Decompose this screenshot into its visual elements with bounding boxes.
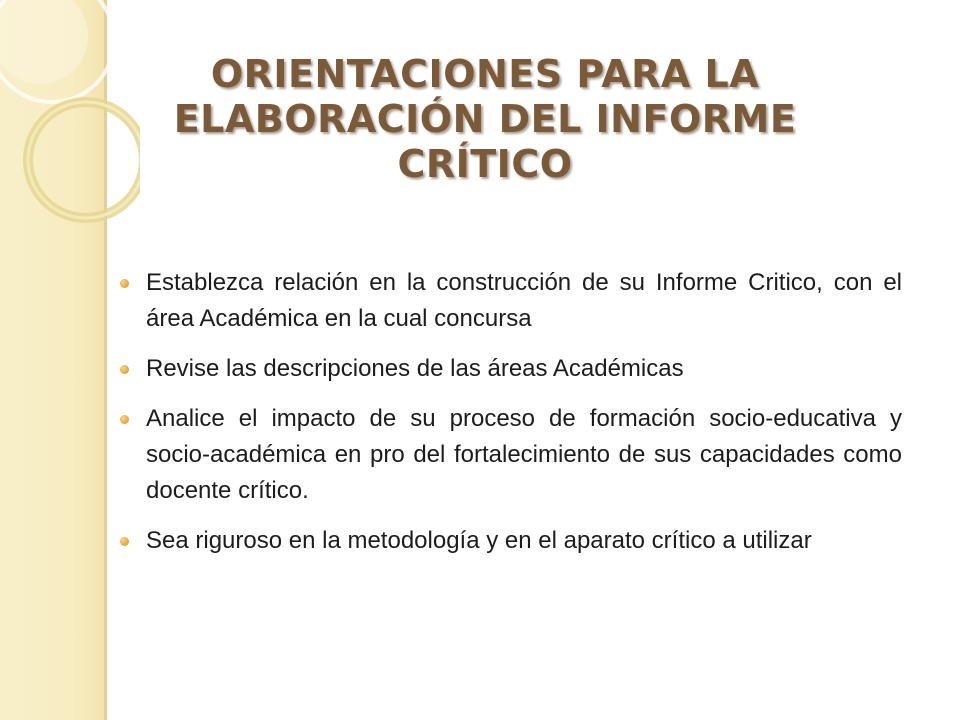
bullet-dot-icon xyxy=(120,537,129,546)
title-line-1: ORIENTACIONES PARA LA xyxy=(210,52,760,96)
bullet-item xyxy=(118,523,902,559)
bullet-list xyxy=(118,265,902,573)
bullet-text: Revise las descripciones de las áreas Académicas xyxy=(146,355,684,382)
bullet-text: Establezca relación en la construcción de su Informe Critico, con el área Académica en la cual concursa xyxy=(146,269,902,332)
bullet-item xyxy=(118,401,902,509)
bullet-item xyxy=(118,265,902,337)
bullet-dot-icon xyxy=(120,279,129,288)
title-line-2: ELABORACIÓN DEL INFORME xyxy=(173,97,797,141)
bullet-dot-icon xyxy=(120,415,129,424)
bullet-item xyxy=(118,351,902,387)
bullet-text: Analice el impacto de su proceso de formación socio-educativa y socio-académica en pro del fortalecimiento de sus capacidades como docente crítico. xyxy=(146,405,902,504)
bullet-dot-icon xyxy=(120,365,129,374)
slide-title xyxy=(120,52,850,187)
title-line-3: CRÍTICO xyxy=(397,142,573,186)
decorative-rings-icon xyxy=(0,0,140,260)
bullet-text: Sea riguroso en la metodología y en el aparato crítico a utilizar xyxy=(146,527,812,554)
